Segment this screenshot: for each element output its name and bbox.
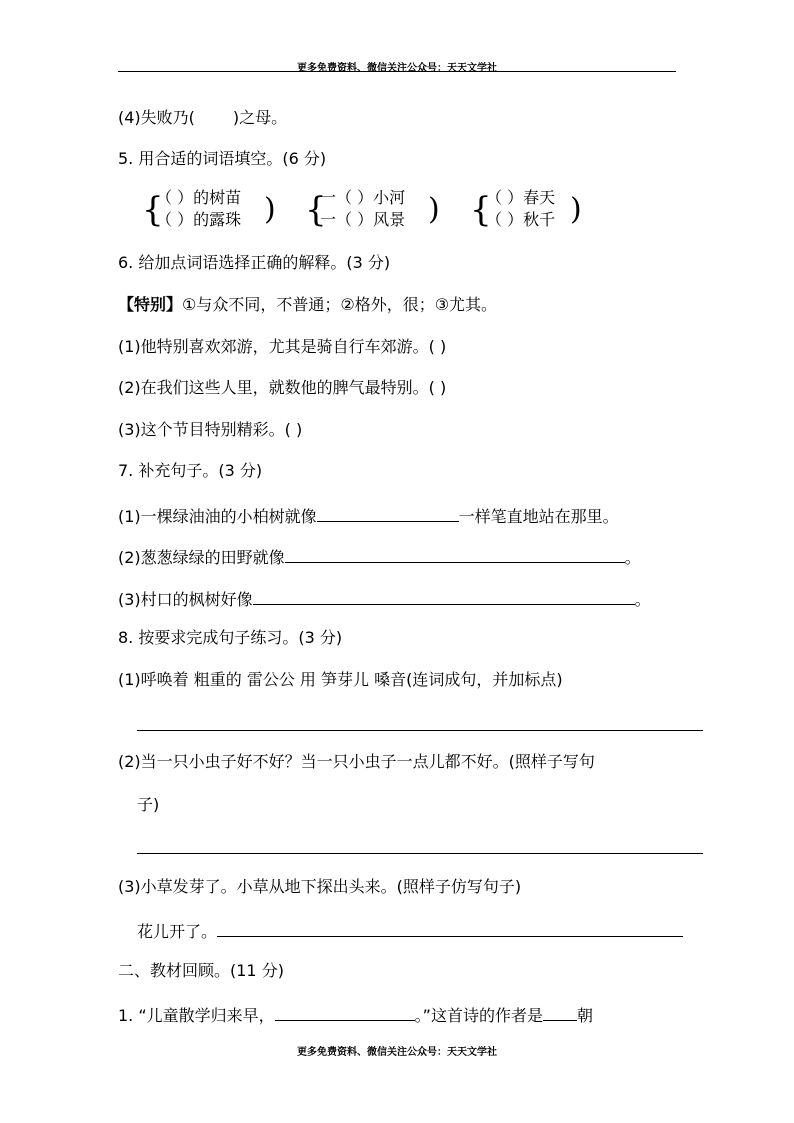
right-paren: ) (264, 192, 276, 227)
q7-item-1 (118, 504, 619, 527)
left-brace: { (305, 190, 327, 230)
q7-item-3-suffix: 。 (634, 590, 651, 609)
q8-item-2-line1: (2)当一只小虫子好不好？当一只小虫子一点儿都不好。(照样子写句 (118, 752, 595, 771)
q7-item-1-prefix: (1)一棵绿油油的小柏树就像 (118, 507, 317, 526)
q8-item-3-answer-prefix: 花儿开了。 (137, 922, 218, 941)
q4-item-4 (118, 108, 287, 128)
q6-item-2: (2)在我们这些人里，就数他的脾气最特别。( ) (118, 378, 447, 397)
left-brace: { (142, 190, 164, 230)
q7-item-2-prefix: (2)葱葱绿绿的田野就像 (118, 548, 285, 567)
q4-item-4-suffix: )之母。 (232, 108, 288, 127)
q7-item-3 (118, 587, 651, 610)
q8-item-2-line2: 子) (137, 795, 160, 814)
q5-group1-top: （ ）的树苗 (156, 188, 242, 207)
q8-item-3-answer (137, 919, 683, 942)
q5-group2-bottom: 一（ ）风景 (320, 210, 406, 229)
q4-item-4-prefix: (4)失败乃( (118, 108, 195, 127)
section-2-q1-suffix: 朝 (576, 1006, 593, 1025)
q7-item-2-blank[interactable] (285, 545, 625, 563)
q6-definition-label: 【特别】 (118, 295, 183, 314)
q8-item-2-answer-line[interactable] (137, 853, 703, 854)
q7-item-1-blank[interactable] (317, 504, 459, 522)
q8-item-3: (3)小草发芽了。小草从地下探出头来。(照样子仿写句子) (118, 877, 522, 896)
section-2-q1-middle: 。”这首诗的作者是 (414, 1006, 543, 1025)
q5-group2-top: 一（ ）小河 (320, 188, 406, 207)
q8-item-3-blank[interactable] (217, 919, 683, 937)
page-footer-text: 更多免费资料、微信关注公众号：天天文学社 (297, 1047, 497, 1058)
header-divider (118, 71, 676, 72)
q8-title: 8. 按要求完成句子练习。(3 分) (118, 628, 343, 647)
page-header-text: 更多免费资料、微信关注公众号：天天文学社 (297, 63, 497, 74)
q7-item-2-suffix: 。 (624, 548, 641, 567)
q5-group3-top: （ ）春天 (486, 188, 556, 207)
section-2-q1-blank-2[interactable] (543, 1003, 577, 1021)
q5-group1-bottom: （ ）的露珠 (156, 210, 242, 229)
q7-item-1-suffix: 一样笔直地站在那里。 (458, 507, 619, 526)
section-2-title: 二、教材回顾。(11 分) (118, 961, 284, 980)
section-2-q1-prefix: 1. “儿童散学归来早， (118, 1006, 275, 1025)
left-brace: { (470, 190, 492, 230)
right-paren: ) (570, 192, 582, 227)
section-2-q1-blank-1[interactable] (275, 1003, 415, 1021)
q6-item-1: (1)他特别喜欢郊游，尤其是骑自行车郊游。( ) (118, 337, 447, 356)
q8-item-1: (1)呼唤着 粗重的 雷公公 用 笋芽儿 嗓音(连词成句，并加标点) (118, 670, 563, 689)
q8-item-1-answer-line[interactable] (137, 730, 703, 731)
q6-definition (118, 295, 497, 315)
section-2-q1 (118, 1003, 593, 1026)
q6-title: 6. 给加点词语选择正确的解释。(3 分) (118, 253, 391, 272)
q6-definition-text: ①与众不同，不普通；②格外，很；③尤其。 (182, 295, 498, 314)
right-paren: ) (428, 192, 440, 227)
q7-title: 7. 补充句子。(3 分) (118, 461, 263, 480)
q6-item-3: (3)这个节目特别精彩。( ) (118, 420, 303, 439)
q5-title: 5. 用合适的词语填空。(6 分) (118, 149, 327, 168)
q7-item-2 (118, 545, 641, 568)
q7-item-3-prefix: (3)村口的枫树好像 (118, 590, 253, 609)
q7-item-3-blank[interactable] (253, 587, 635, 605)
q5-group3-bottom: （ ）秋千 (486, 210, 556, 229)
